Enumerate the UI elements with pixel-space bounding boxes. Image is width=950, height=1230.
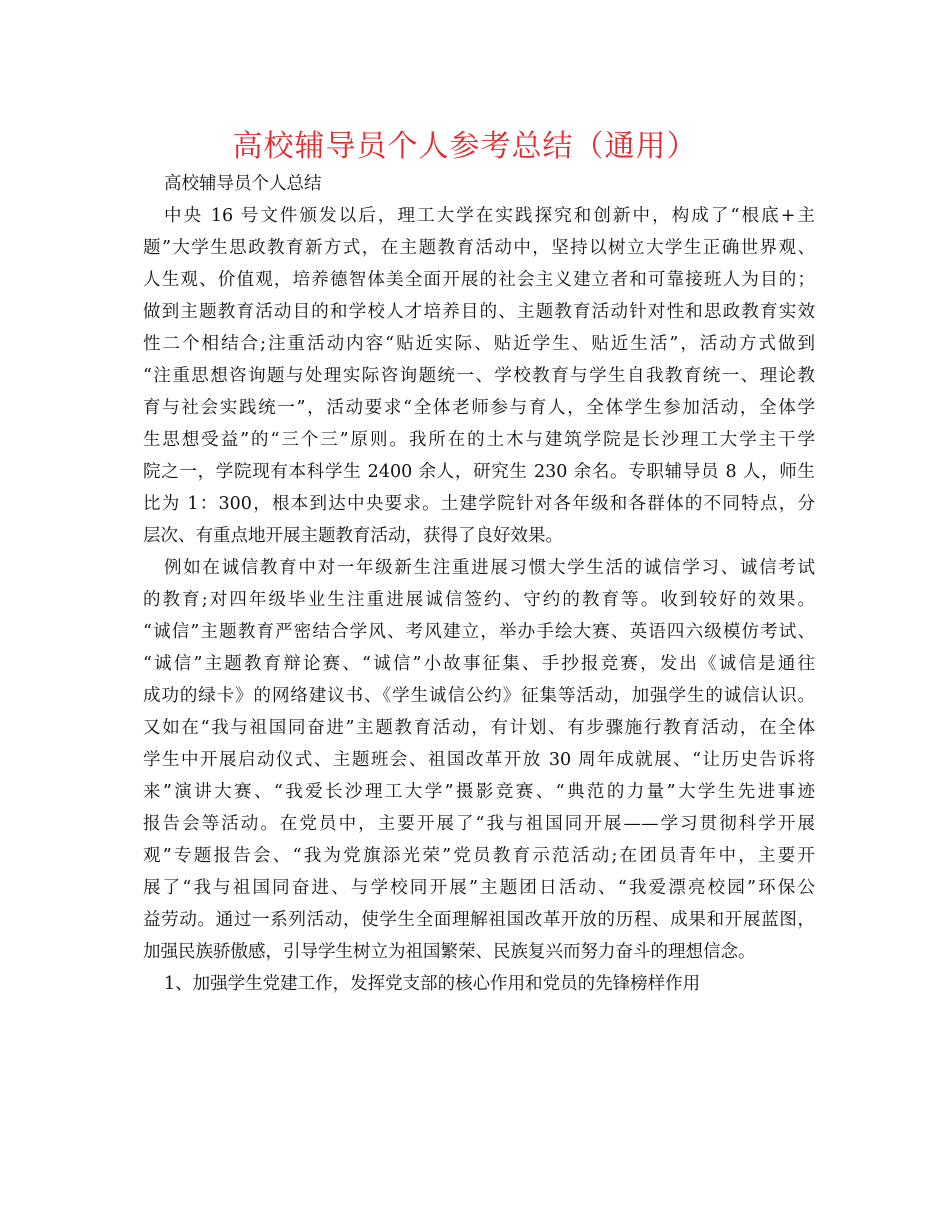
text-line: 又如在“我与祖国同奋进”主题教育活动，有计划、有步骤施行教育活动，在全体 — [143, 718, 815, 738]
text-line: 中央 16 号文件颁发以后，理工大学在实践探究和创新中，构成了“根底+主 — [164, 206, 815, 226]
text-line: 生思想受益”的“三个三”原则。我所在的土木与建筑学院是长沙理工大学主干学 — [143, 430, 815, 450]
text-line: 做到主题教育活动目的和学校人才培养目的、主题教育活动针对性和思政教育实效 — [143, 302, 815, 322]
text-line: 题”大学生思政教育新方式，在主题教育活动中，坚持以树立大学生正确世界观、 — [143, 238, 815, 258]
text-line: 性二个相结合;注重活动内容“贴近实际、贴近学生、贴近生活”，活动方式做到 — [143, 334, 815, 354]
document-body — [143, 168, 815, 1000]
text-line: 层次、有重点地开展主题教育活动，获得了良好效果。 — [143, 526, 563, 546]
text-line: “诚信”主题教育严密结合学风、考风建立，举办手绘大赛、英语四六级模仿考试、 — [143, 622, 815, 642]
text-line: 报告会等活动。在党员中，主要开展了“我与祖国同开展——学习贯彻科学开展 — [143, 814, 815, 834]
text-line: 人生观、价值观，培养德智体美全面开展的社会主义建立者和可靠接班人为目的； — [143, 270, 815, 290]
text-line: 例如在诚信教育中对一年级新生注重进展习惯大学生活的诚信学习、诚信考试 — [164, 558, 815, 578]
text-line: 加强民族骄傲感，引导学生树立为祖国繁荣、民族复兴而努力奋斗的理想信念。 — [143, 942, 756, 962]
text-line: 的教育;对四年级毕业生注重进展诚信签约、守约的教育等。收到较好的效果。 — [143, 590, 815, 610]
text-line: “注重思想咨询题与处理实际咨询题统一、学校教育与学生自我教育统一、理论教 — [143, 366, 815, 386]
text-line: 高校辅导员个人总结 — [164, 174, 322, 194]
text-line: 1、加强学生党建工作，发挥党支部的核心作用和党员的先锋榜样作用 — [164, 974, 701, 994]
text-line: 来”演讲大赛、“我爱长沙理工大学”摄影竞赛、“典范的力量”大学生先进事迹 — [143, 782, 815, 802]
text-line: 院之一，学院现有本科学生 2400 余人，研究生 230 余名。专职辅导员 8 人，师生 — [143, 462, 815, 482]
text-line: “诚信”主题教育辩论赛、“诚信”小故事征集、手抄报竞赛，发出《诚信是通往 — [143, 654, 815, 674]
text-line: 成功的绿卡》的网络建议书、《学生诚信公约》征集等活动，加强学生的诚信认识。 — [143, 686, 815, 706]
text-line: 观”专题报告会、“我为党旗添光荣”党员教育示范活动;在团员青年中，主要开 — [143, 846, 815, 866]
document-title: 高校辅导员个人参考总结（通用） — [232, 129, 698, 164]
text-line: 学生中开展启动仪式、主题班会、祖国改革开放 30 周年成就展、“让历史告诉将 — [143, 750, 815, 770]
text-line: 比为 1：300，根本到达中央要求。土建学院针对各年级和各群体的不同特点，分 — [143, 494, 815, 514]
text-line: 育与社会实践统一”，活动要求“全体老师参与育人，全体学生参加活动，全体学 — [143, 398, 815, 418]
text-line: 展了“我与祖国同奋进、与学校同开展”主题团日活动、“我爱漂亮校园”环保公 — [143, 878, 815, 898]
text-line: 益劳动。通过一系列活动，使学生全面理解祖国改革开放的历程、成果和开展蓝图， — [143, 910, 815, 930]
